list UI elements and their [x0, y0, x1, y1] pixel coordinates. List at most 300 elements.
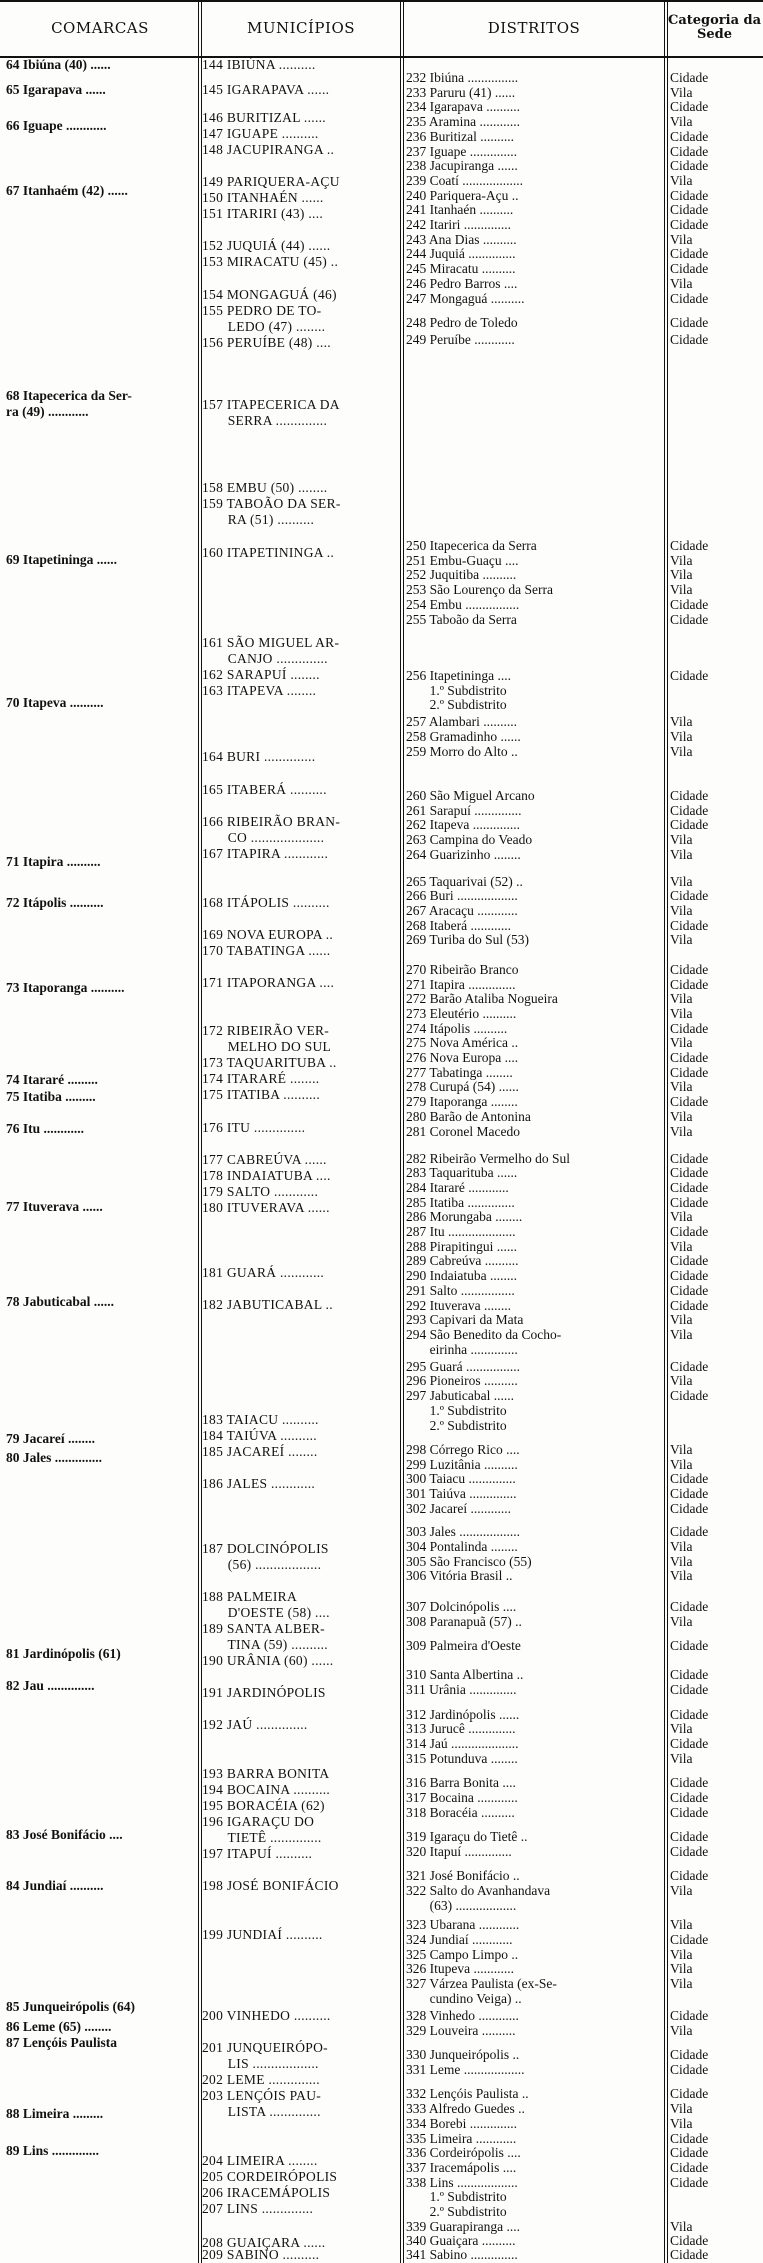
categoria-cell: Vila [670, 729, 693, 745]
distrito-cell: 260 São Miguel Arcano [406, 787, 535, 803]
categoria-cell: Cidade [670, 1471, 709, 1487]
municipio-cell: CO .................... [202, 830, 325, 845]
comarca-cell: 83 José Bonifácio .... [6, 1827, 123, 1842]
comarca-cell: 71 Itapira .......... [6, 854, 101, 869]
categoria-cell: Vila [670, 1750, 693, 1766]
categoria-cell: Vila [670, 1568, 693, 1584]
categoria-cell: Vila [670, 1079, 693, 1095]
distrito-cell: 242 Itariri .............. [406, 217, 511, 233]
categoria-cell: Vila [670, 2022, 693, 2038]
distrito-cell: 269 Turiba do Sul (53) [406, 932, 530, 948]
distrito-cell: 315 Potunduva ........ [406, 1750, 518, 1766]
categoria-cell: Cidade [670, 290, 709, 306]
municipio-cell: 209 SABINO .......... [202, 2247, 320, 2262]
distrito-cell: 295 Guará ................ [406, 1358, 520, 1374]
categoria-cell: Cidade [670, 332, 709, 348]
municipio-cell: 197 ITAPUÍ .......... [202, 1846, 313, 1861]
municipio-cell: 178 INDAIATUBA .... [202, 1168, 331, 1183]
categoria-cell: Cidade [670, 1486, 709, 1502]
categoria-cell: Cidade [670, 1050, 709, 1066]
categoria-cell: Cidade [670, 1297, 709, 1313]
categoria-cell: Cidade [670, 961, 709, 977]
distrito-cell: 332 Lençóis Paulista .. [406, 2086, 529, 2102]
categoria-cell: Cidade [670, 202, 709, 218]
municipio-cell: CANJO .............. [202, 651, 328, 666]
comarca-cell: ra (49) ............ [6, 404, 89, 419]
municipio-cell: 191 JARDINÓPOLIS [202, 1685, 326, 1700]
categoria-cell: Cidade [670, 99, 709, 115]
categoria-cell: Vila [670, 1373, 693, 1389]
distrito-cell: 318 Boracéia .......... [406, 1804, 515, 1820]
municipio-cell: 204 LIMEIRA ........ [202, 2153, 318, 2168]
distrito-cell: 253 São Lourenço da Serra [406, 582, 553, 598]
municipio-cell: 184 TAIÚVA .......... [202, 1428, 317, 1443]
municipio-cell: 187 DOLCINÓPOLIS [202, 1541, 329, 1556]
distrito-cell: 281 Coronel Macedo [406, 1123, 520, 1139]
distrito-cell: 279 Itaporanga ........ [406, 1094, 518, 1110]
municipio-cell: 162 SARAPUÍ ........ [202, 667, 320, 682]
municipio-cell: 177 CABREÚVA ...... [202, 1152, 327, 1167]
distrito-cell: 232 Ibiúna ............... [406, 70, 519, 86]
municipio-cell: 180 ITUVERAVA ...... [202, 1200, 330, 1215]
comarca-cell: 69 Itapetininga ...... [6, 552, 118, 567]
categoria-cell: Vila [670, 2101, 693, 2117]
distrito-cell: 265 Taquarivai (52) .. [406, 873, 523, 889]
categoria-cell: Cidade [670, 1932, 709, 1948]
categoria-cell: Vila [670, 903, 693, 919]
municipio-cell: (56) .................. [202, 1557, 322, 1572]
distrito-cell: 301 Taiúva .............. [406, 1486, 517, 1502]
categoria-cell: Vila [670, 1883, 693, 1899]
categoria-cell: Vila [670, 1238, 693, 1254]
distrito-cell: 313 Jurucê .............. [406, 1721, 516, 1737]
distrito-cell: 266 Buri .................. [406, 888, 518, 904]
comarca-cell: 84 Jundiaí .......... [6, 1878, 104, 1893]
municipio-cell: 169 NOVA EUROPA .. [202, 927, 334, 942]
distrito-cell: 306 Vitória Brasil .. [406, 1568, 513, 1584]
municipio-cell: 198 JOSÉ BONIFÁCIO [202, 1878, 339, 1893]
categoria-cell: Cidade [670, 2061, 709, 2077]
categoria-cell: Vila [670, 1538, 693, 1554]
categoria-cell: Cidade [670, 2130, 709, 2146]
distrito-cell: 300 Taiacu .............. [406, 1471, 516, 1487]
distrito-cell: 276 Nova Europa .... [406, 1050, 519, 1066]
municipio-cell: 199 JUNDIAÍ .......... [202, 1927, 323, 1942]
categoria-cell: Vila [670, 846, 693, 862]
comarca-cell: 80 Jales .............. [6, 1450, 102, 1465]
distrito-cell: 309 Palmeira d'Oeste [406, 1638, 521, 1654]
distrito-cell: 287 Itu .................... [406, 1224, 516, 1239]
distrito-cell: 237 Iguape .............. [406, 143, 517, 159]
header-municipios: MUNICÍPIOS [246, 18, 356, 37]
categoria-cell: Cidade [670, 2047, 709, 2063]
categoria-cell: Cidade [670, 1500, 709, 1516]
categoria-cell: Cidade [670, 611, 709, 627]
categoria-cell: Vila [670, 1917, 693, 1933]
distrito-cell: 320 Itapuí .............. [406, 1843, 512, 1859]
distrito-cell: 2.º Subdistrito [406, 697, 507, 713]
municipio-cell: 167 ITAPIRA ............ [202, 846, 329, 861]
comarca-cell: 87 Lençóis Paulista [6, 2035, 118, 2050]
distrito-cell: 268 Itaberá ............ [406, 917, 511, 933]
categoria-cell: Vila [670, 552, 693, 568]
categoria-cell: Vila [670, 1123, 693, 1139]
distrito-cell: 304 Pontalinda ........ [406, 1538, 518, 1554]
distrito-cell: 246 Pedro Barros .... [406, 275, 518, 291]
distrito-cell: 330 Junqueirópolis .. [406, 2047, 520, 2063]
comarca-cell: 67 Itanhaém (42) ...... [6, 183, 128, 198]
categoria-cell: Cidade [670, 596, 709, 612]
distrito-cell: 334 Borebi .............. [406, 2115, 517, 2131]
distrito-cell: 311 Urânia .............. [406, 1682, 517, 1698]
categoria-cell: Cidade [670, 1165, 709, 1181]
distrito-cell: 341 Sabino .............. [406, 2247, 518, 2262]
categoria-cell: Cidade [670, 1667, 709, 1683]
municipio-cell: D'OESTE (58) .... [202, 1605, 330, 1620]
municipio-cell: 188 PALMEIRA [202, 1589, 297, 1604]
categoria-cell: Cidade [670, 1253, 709, 1269]
distrito-cell: 290 Indaiatuba ........ [406, 1268, 517, 1284]
municipio-cell: 170 TABATINGA ...... [202, 943, 331, 958]
municipio-cell: 208 GUAIÇARA ...... [202, 2235, 326, 2250]
municipio-cell: 160 ITAPETININGA .. [202, 545, 335, 560]
distrito-cell: cundino Veiga) .. [406, 1990, 522, 2006]
distrito-cell: 335 Limeira ............ [406, 2130, 517, 2146]
municipio-cell: LIS .................. [202, 2056, 319, 2071]
categoria-cell: Cidade [670, 70, 709, 86]
distrito-cell: 302 Jacareí ............ [406, 1500, 511, 1516]
comarca-cell: 70 Itapeva .......... [6, 695, 104, 710]
distrito-cell: 319 Igaraçu do Tietê .. [406, 1829, 528, 1845]
municipio-cell: 155 PEDRO DE TO- [202, 303, 322, 318]
categoria-cell: Cidade [670, 1789, 709, 1805]
categoria-cell: Cidade [670, 2086, 709, 2102]
categoria-cell: Cidade [670, 1598, 709, 1614]
municipio-cell: 202 LEME .............. [202, 2072, 320, 2087]
categoria-cell: Cidade [670, 787, 709, 803]
comarca-cell: 76 Itu ............ [6, 1121, 85, 1136]
categoria-cell: Cidade [670, 2008, 709, 2023]
categoria-cell: Vila [670, 932, 693, 948]
categoria-cell: Vila [670, 1326, 693, 1342]
distrito-cell: 283 Taquarituba ...... [406, 1165, 518, 1181]
municipio-cell: 153 MIRACATU (45) .. [202, 254, 339, 269]
distrito-cell: 317 Bocaina ............ [406, 1789, 518, 1805]
distrito-cell: 270 Ribeirão Branco [406, 961, 519, 977]
comarca-cell: 88 Limeira ......... [6, 2106, 104, 2121]
categoria-cell: Cidade [670, 1064, 709, 1080]
categoria-cell: Cidade [670, 667, 709, 683]
categoria-cell: Cidade [670, 1268, 709, 1284]
distrito-cell: 252 Juquitiba .......... [406, 567, 517, 583]
categoria-cell: Cidade [670, 1706, 709, 1722]
categoria-cell: Cidade [670, 1829, 709, 1845]
categoria-cell: Cidade [670, 538, 709, 553]
comarca-cell: 77 Ituverava ...... [6, 1199, 103, 1214]
municipio-cell: 193 BARRA BONITA [202, 1766, 330, 1781]
distrito-cell: 316 Barra Bonita .... [406, 1775, 516, 1791]
municipio-cell: 195 BORACÉIA (62) [202, 1798, 325, 1813]
distrito-cell: 277 Tabatinga ........ [406, 1064, 513, 1080]
municipio-cell: 149 PARIQUERA-AÇU [202, 174, 340, 189]
municipio-cell: 159 TABOÃO DA SER- [202, 496, 341, 511]
distrito-cell: 324 Jundiaí ............ [406, 1932, 513, 1948]
comarca-cell: 86 Leme (65) ........ [6, 2019, 112, 2034]
distrito-cell: 273 Eleutério .......... [406, 1005, 517, 1021]
categoria-cell: Cidade [670, 1179, 709, 1195]
distrito-cell: 1.º Subdistrito [406, 1402, 507, 1418]
distrito-cell: 322 Salto do Avanhandava [406, 1883, 551, 1899]
distrito-cell: 275 Nova América .. [406, 1035, 519, 1051]
municipio-cell: 144 IBIÚNA .......... [202, 57, 316, 72]
distrito-cell: 329 Louveira .......... [406, 2022, 516, 2038]
comarca-cell: 75 Itatiba ......... [6, 1089, 96, 1104]
categoria-cell: Cidade [670, 1358, 709, 1374]
column-divider [664, 0, 665, 2263]
municipio-cell: MELHO DO SUL [202, 1039, 332, 1054]
categoria-cell: Cidade [670, 1775, 709, 1791]
municipio-cell: 186 JALES ............ [202, 1476, 316, 1491]
municipio-cell: 205 CORDEIRÓPOLIS [202, 2169, 338, 2184]
distrito-cell: 272 Barão Ataliba Nogueira [406, 991, 558, 1007]
categoria-cell: Cidade [670, 1282, 709, 1298]
municipio-cell: 182 JABUTICABAL .. [202, 1297, 333, 1312]
categoria-cell: Cidade [670, 1524, 709, 1540]
categoria-cell: Cidade [670, 976, 709, 992]
categoria-cell: Cidade [670, 802, 709, 818]
distrito-cell: 255 Taboão da Serra [406, 611, 517, 627]
distrito-cell: 292 Ituverava ........ [406, 1297, 511, 1313]
categoria-cell: Cidade [670, 1388, 709, 1404]
municipio-cell: 158 EMBU (50) ........ [202, 480, 328, 495]
comarca-cell: 82 Jau .............. [6, 1678, 95, 1693]
municipio-cell: 148 JACUPIRANGA .. [202, 142, 335, 157]
distrito-cell: 250 Itapecerica da Serra [406, 538, 537, 553]
distrito-cell: 280 Barão de Antonina [406, 1108, 531, 1124]
distrito-cell: 291 Salto ................ [406, 1282, 515, 1298]
header-rule [0, 56, 763, 58]
categoria-cell: Vila [670, 991, 693, 1007]
distrito-cell: (63) .................. [406, 1897, 517, 1913]
categoria-cell: Vila [670, 1312, 693, 1328]
distrito-cell: 336 Cordeirópolis .... [406, 2145, 521, 2161]
categoria-cell: Vila [670, 1209, 693, 1225]
distrito-cell: 243 Ana Dias .......... [406, 231, 517, 247]
distrito-cell: 238 Jacupiranga ...... [406, 158, 518, 174]
municipio-cell: 176 ITU .............. [202, 1120, 306, 1135]
categoria-cell: Cidade [670, 2233, 709, 2249]
distrito-cell: 248 Pedro de Toledo [406, 315, 518, 331]
distrito-cell: 2.º Subdistrito [406, 1417, 507, 1433]
categoria-cell: Cidade [670, 1843, 709, 1859]
categoria-cell: Cidade [670, 1736, 709, 1752]
municipio-cell: 168 ITÁPOLIS .......... [202, 895, 330, 910]
distrito-cell: 305 São Francisco (55) [406, 1553, 532, 1569]
municipio-cell: 196 IGARAÇU DO [202, 1814, 315, 1829]
distrito-cell: 282 Ribeirão Vermelho do Sul [406, 1150, 570, 1166]
municipio-cell: 164 BURI .............. [202, 749, 316, 764]
distrito-cell: 244 Juquiá .............. [406, 246, 516, 262]
categoria-cell: Vila [670, 231, 693, 247]
header-comarcas: COMARCAS [51, 18, 149, 37]
distrito-cell: 245 Miracatu .......... [406, 261, 516, 277]
distrito-cell: 293 Capivari da Mata [406, 1312, 524, 1328]
distrito-cell: 298 Córrego Rico .... [406, 1442, 520, 1458]
categoria-cell: Vila [670, 275, 693, 291]
municipio-cell: 175 ITATIBA .......... [202, 1087, 321, 1102]
municipio-cell: 189 SANTA ALBER- [202, 1621, 325, 1636]
categoria-cell: Vila [670, 1946, 693, 1962]
municipio-cell: RA (51) .......... [202, 512, 315, 527]
categoria-cell: Vila [670, 1108, 693, 1124]
categoria-cell: Cidade [670, 2145, 709, 2161]
header-distritos: DISTRITOS [487, 18, 581, 37]
categoria-cell: Vila [670, 1613, 693, 1629]
distrito-cell: 307 Dolcinópolis .... [406, 1598, 517, 1614]
distrito-cell: 271 Itapira .............. [406, 976, 516, 992]
categoria-cell: Cidade [670, 315, 709, 331]
categoria-cell: Vila [670, 1456, 693, 1472]
distrito-cell: 1.º Subdistrito [406, 2189, 507, 2205]
categoria-cell: Cidade [670, 128, 709, 144]
distrito-cell: 331 Leme .................. [406, 2061, 525, 2077]
distrito-cell: 264 Guarizinho ........ [406, 846, 521, 862]
comarca-cell: 85 Junqueirópolis (64) [6, 1999, 136, 2014]
distrito-cell: 236 Buritizal .......... [406, 128, 514, 144]
distrito-cell: 233 Paruru (41) ...... [406, 84, 516, 100]
categoria-cell: Cidade [670, 2174, 709, 2190]
categoria-cell: Cidade [670, 1194, 709, 1210]
municipio-cell: LISTA .............. [202, 2104, 321, 2119]
municipio-cell: 146 BURITIZAL ...... [202, 110, 326, 125]
municipio-cell: 166 RIBEIRÃO BRAN- [202, 814, 341, 829]
categoria-cell: Cidade [670, 1150, 709, 1166]
categoria-cell: Vila [670, 1961, 693, 1977]
comarca-cell: 66 Iguape ............ [6, 118, 107, 133]
municipio-cell: 157 ITAPECERICA DA [202, 397, 340, 412]
categoria-cell: Cidade [670, 187, 709, 203]
distrito-cell: 321 José Bonifácio .. [406, 1868, 520, 1884]
municipio-cell: 163 ITAPEVA ........ [202, 683, 317, 698]
categoria-cell: Cidade [670, 1020, 709, 1036]
distrito-cell: 339 Guarapiranga .... [406, 2218, 520, 2234]
distrito-cell: 259 Morro do Alto .. [406, 743, 518, 759]
column-divider [400, 0, 401, 2263]
distrito-cell: 333 Alfredo Guedes .. [406, 2101, 525, 2117]
distrito-cell: 312 Jardinópolis ...... [406, 1706, 520, 1722]
header-categoria: Categoria da Sede [667, 12, 762, 42]
distrito-cell: 328 Vinhedo ............ [406, 2008, 519, 2023]
column-divider [198, 0, 199, 2263]
categoria-cell: Cidade [670, 217, 709, 233]
categoria-cell: Cidade [670, 1094, 709, 1110]
comarca-cell: 65 Igarapava ...... [6, 82, 106, 97]
comarca-cell: 81 Jardinópolis (61) [6, 1646, 121, 1661]
municipio-cell: TIETÊ .............. [202, 1830, 322, 1845]
distrito-cell: 235 Aramina ............ [406, 114, 520, 130]
distrito-cell: 340 Guaiçara .......... [406, 2233, 516, 2249]
municipio-cell: 151 ITARIRI (43) .... [202, 206, 324, 221]
distrito-cell: 257 Alambari .......... [406, 714, 517, 730]
categoria-cell: Vila [670, 1035, 693, 1051]
comarca-cell: 79 Jacareí ........ [6, 1431, 95, 1446]
municipio-cell: 185 JACAREÍ ........ [202, 1444, 318, 1459]
distrito-cell: 327 Várzea Paulista (ex-Se- [406, 1976, 557, 1992]
categoria-cell: Cidade [670, 817, 709, 833]
comarca-cell: 73 Itaporanga .......... [6, 980, 125, 995]
distrito-cell: 314 Jaú .................... [406, 1736, 519, 1752]
comarca-cell: 74 Itararé ......... [6, 1072, 98, 1087]
categoria-cell: Cidade [670, 917, 709, 933]
municipio-cell: 190 URÂNIA (60) ...... [202, 1653, 334, 1668]
categoria-cell: Cidade [670, 158, 709, 174]
distrito-cell: 2.º Subdistrito [406, 2204, 507, 2219]
distrito-cell: 286 Morungaba ........ [406, 1209, 523, 1225]
municipio-cell: SERRA .............. [202, 413, 328, 428]
distrito-cell: 337 Iracemápolis .... [406, 2159, 517, 2175]
distrito-cell: 263 Campina do Veado [406, 832, 533, 847]
categoria-cell: Cidade [670, 2247, 709, 2262]
municipio-cell: 150 ITANHAÉN ...... [202, 190, 324, 205]
municipio-cell: 194 BOCAINA .......... [202, 1782, 331, 1797]
municipio-cell: LEDO (47) ........ [202, 319, 326, 334]
municipio-cell: 161 SÃO MIGUEL AR- [202, 635, 340, 650]
categoria-cell: Vila [670, 84, 693, 100]
categoria-cell: Vila [670, 114, 693, 130]
municipio-cell: 171 ITAPORANGA .... [202, 975, 335, 990]
distrito-cell: 289 Cabreúva .......... [406, 1253, 519, 1269]
categoria-cell: Vila [670, 873, 693, 889]
municipio-cell: 183 TAIACU .......... [202, 1412, 319, 1427]
categoria-cell: Cidade [670, 1804, 709, 1820]
categoria-cell: Vila [670, 743, 693, 759]
distrito-cell: 294 São Benedito da Cocho- [406, 1326, 562, 1342]
municipio-cell: 165 ITABERÁ .......... [202, 782, 327, 797]
distrito-cell: 285 Itatiba .............. [406, 1194, 515, 1210]
categoria-cell: Cidade [670, 261, 709, 277]
municipio-cell: 152 JUQUIÁ (44) ...... [202, 238, 331, 253]
categoria-cell: Vila [670, 832, 693, 847]
categoria-cell: Cidade [670, 246, 709, 262]
distrito-cell: 256 Itapetininga .... [406, 667, 511, 683]
municipio-cell: 154 MONGAGUÁ (46) [202, 287, 337, 302]
comarca-cell: 89 Lins .............. [6, 2143, 100, 2158]
comarca-cell: 78 Jabuticabal ...... [6, 1294, 115, 1309]
distrito-cell: 338 Lins .................. [406, 2174, 518, 2190]
municipio-cell: 207 LINS .............. [202, 2201, 314, 2216]
distrito-cell: 258 Gramadinho ...... [406, 729, 521, 745]
categoria-cell: Cidade [670, 1868, 709, 1884]
categoria-cell: Vila [670, 172, 693, 188]
distrito-cell: 251 Embu-Guaçu .... [406, 552, 519, 568]
categoria-cell: Vila [670, 2218, 693, 2234]
municipio-cell: 145 IGARAPAVA ...... [202, 82, 330, 97]
distrito-cell: 254 Embu ................ [406, 596, 520, 612]
municipio-cell: 179 SALTO ............ [202, 1184, 319, 1199]
distrito-cell: 308 Paranapuã (57) .. [406, 1613, 522, 1629]
distrito-cell: 299 Luzitânia .......... [406, 1456, 518, 1472]
municipio-cell: 181 GUARÁ ............ [202, 1265, 325, 1280]
distrito-cell: 1.º Subdistrito [406, 682, 507, 698]
distrito-cell: 241 Itanhaén .......... [406, 202, 514, 218]
distrito-cell: 310 Santa Albertina .. [406, 1667, 524, 1683]
categoria-cell: Vila [670, 2115, 693, 2131]
categoria-cell: Cidade [670, 888, 709, 904]
municipio-cell: 173 TAQUARITUBA .. [202, 1055, 337, 1070]
distrito-cell: 262 Itapeva .............. [406, 817, 520, 833]
distrito-cell: 278 Curupá (54) ...... [406, 1079, 519, 1095]
categoria-cell: Vila [670, 714, 693, 730]
